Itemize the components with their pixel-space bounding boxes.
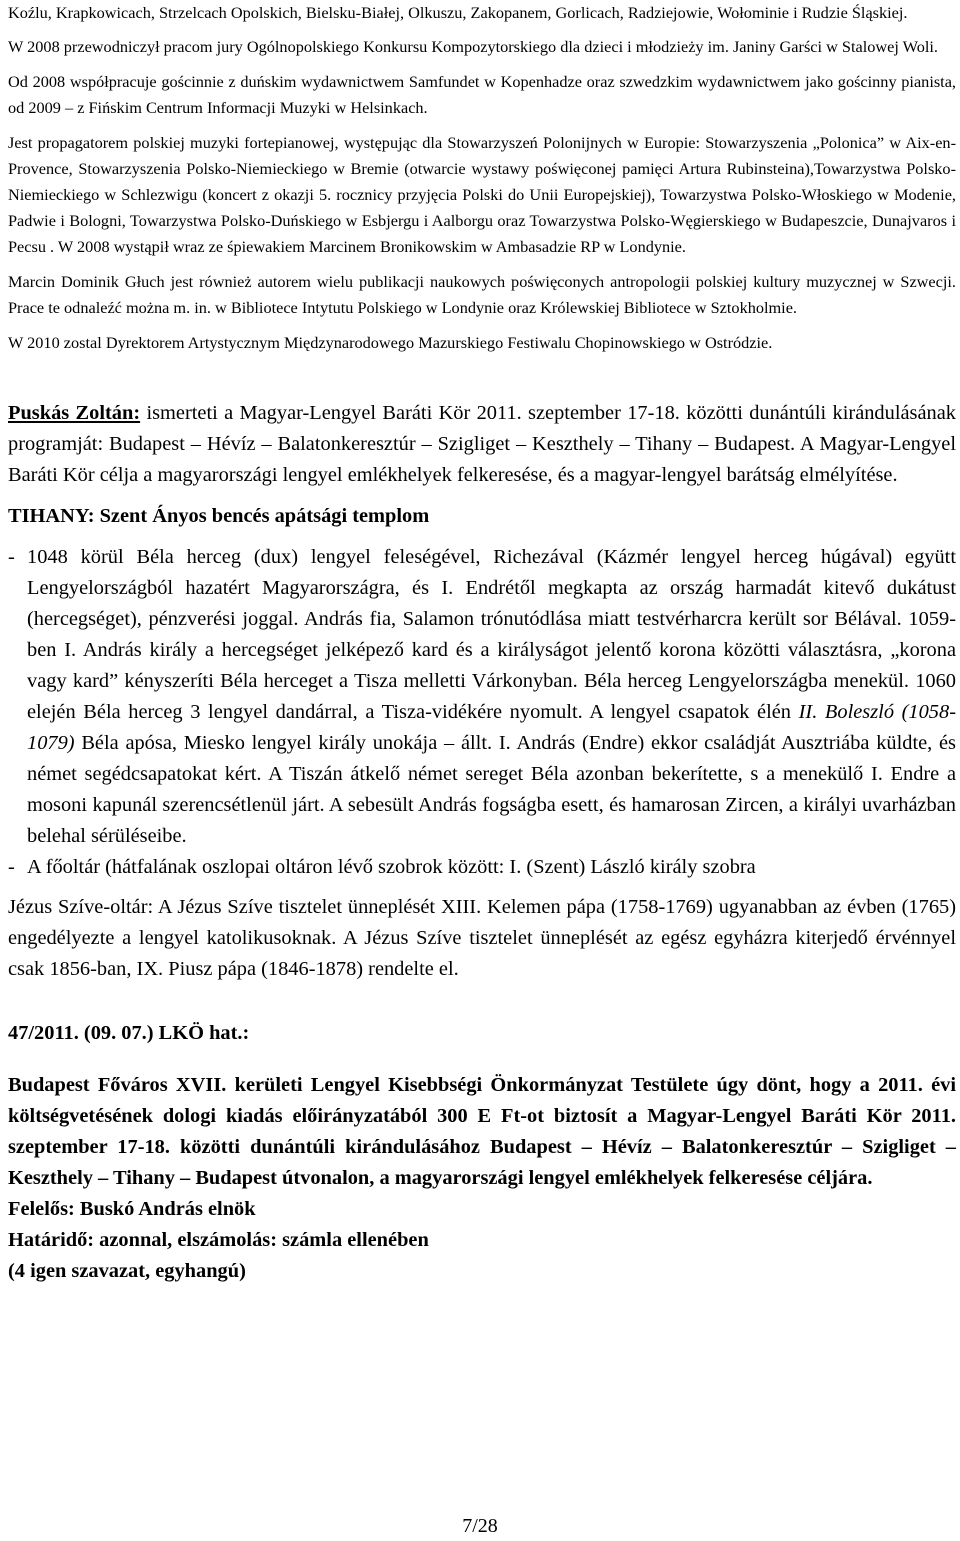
history-item — [8, 542, 956, 852]
resolution-number: 47/2011. (09. 07.) LKÖ hat.: — [8, 1022, 250, 1044]
polish-paragraph-4: Jest propagatorem polskiej muzyki fortepianowej, występując dla Stowarzyszeń Polonijnych w Europie: Stowarzyszenia „Polonica” w Aix-en-Provence, Stowarzyszenia Polsko-Niemieckiego w Bremie (otwarcie wystawy poświęconej pamięci Artura Rubinsteina),Towarzystwa Polsko-Niemieckiego w Schlezwigu (koncert z okazji 5. rocznicy przyjęcia Polski do Unii Europejskiej), Towarzystwa Polsko-Włoskiego w Modenie, Padwie i Bologni, Towarzystwa Polsko-Duńskiego w Esbjergu i Aalborgu oraz Towarzystwa Polsko-Węgierskiego w Budapeszcie, Dunajvaros i Pecsu . W 2008 wystąpił wraz ze śpiewakiem Marcinem Bronikowskim w Ambasadzie RP w Londynie. — [8, 133, 956, 256]
sacred-heart-paragraph: Jézus Szíve-oltár: A Jézus Szíve tisztelet ünneplését XIII. Kelemen pápa (1758-1769) ugyanabban az évben (1765) engedélyezte a lengyel katolikusoknak. A Jézus Szíve tisztelet ünneplését az egész egyházra kiterjedő érvénnyel csak 1856-ban, IX. Piusz pápa (1846-1878) rendelte el. — [8, 896, 956, 980]
resolution-vote: (4 igen szavazat, egyhangú) — [8, 1260, 246, 1282]
list-dash: - — [8, 856, 15, 878]
section-title: TIHANY: Szent Ányos bencés apátsági templom — [8, 505, 430, 527]
boleslaw-name: II. Boleszló (1058-1079) — [27, 701, 956, 754]
polish-paragraph-1: Koźlu, Krapkowicach, Strzelcach Opolskich, Bielsku-Białej, Olkuszu, Zakopanem, Gorlicach, Radziejowie, Wołominie i Rudzie Śląskiej. — [8, 3, 908, 22]
program-text: ismerteti a Magyar-Lengyel Baráti Kör 2011. szeptember 17-18. közötti dunántúli kirándulásának programját: Budapest – Hévíz – Balatonkeresztúr – Szigliget – Keszthely – Tihany – Budapest. A Magyar-Lengyel Baráti Kör célja a magyarországi lengyel emlékhelyek felkeresése, és a magyar-lengyel barátság elmélyítése. — [8, 402, 956, 486]
altar-item — [8, 852, 956, 883]
list-dash: - — [8, 546, 15, 568]
polish-paragraph-2: W 2008 przewodniczył pracom jury Ogólnopolskiego Konkursu Kompozytorskiego dla dzieci i młodzieży im. Janiny Garści w Stalowej Woli. — [8, 37, 939, 56]
resolution-deadline: Határidő: azonnal, elszámolás: számla ellenében — [8, 1229, 429, 1251]
history-text-part-2: Béla apósa, Miesko lengyel király unokája – állt. I. András (Endre) ekkor családját Ausztriába küldte, és német segédcsapatokat kért. A Tiszán átkelő német sereget Béla azonban bekerítette, s a menekülő I. Endre a mosoni kapunál szerencsétlenül járt. A sebesült András fogságba esett, és hamarosan Zircen, a királyi uvarházban belehal sérüléseibe. — [27, 732, 956, 847]
page-number: 7/28 — [462, 1515, 498, 1537]
altar-text: A főoltár (hátfalának oszlopai oltáron lévő szobrok között: I. (Szent) László király szobra — [27, 856, 756, 878]
history-text — [27, 542, 956, 852]
history-text-part-1: 1048 körül Béla herceg (dux) lengyel feleségével, Richezával (Kázmér lengyel herceg húgával) együtt Lengyelországból hazatért Magyarországra, és I. Endrétől megkapta az ország harmadát kitevő dukátust (hercegséget), pénzverési joggal. András fia, Salamon trónutódlása miatt testvérharcra került sor Bélával. 1059-ben I. András király a hercegséget jelképező kard és a királyságot jelentő korona közötti választásra, „korona vagy kard” kényszeríti Béla herceget a Tisza melletti Várkonyban. Béla herceg Lengyelországba menekül. 1060 elején Béla herceg 3 lengyel dandárral, a Tisza-vidékére nyomult. A lengyel csapatok élén — [27, 546, 956, 723]
polish-paragraph-5: Marcin Dominik Głuch jest również autorem wielu publikacji naukowych poświęconych antropologii polskiej kultury muzycznej w Szwecji. Prace te odnaleźć można m. in. w Bibliotece Intytutu Polskiego w Londynie oraz Królewskiej Bibliotece w Sztokholmie. — [8, 272, 956, 317]
polish-paragraph-6: W 2010 zostal Dyrektorem Artystycznym Międzynarodowego Mazurskiego Festiwalu Chopinowskiego w Ostródzie. — [8, 333, 773, 352]
document-page — [8, 0, 956, 1287]
resolution-text: Budapest Főváros XVII. kerületi Lengyel Kisebbségi Önkormányzat Testülete úgy dönt, hogy a 2011. évi költségvetésének dologi kiadás előirányzatából 300 E Ft-ot biztosít a Magyar-Lengyel Baráti Kör 2011. szeptember 17-18. közötti dunántúli kirándulásához Budapest – Hévíz – Balatonkeresztúr – Szigliget – Keszthely – Tihany – Budapest útvonalon, a magyarországi lengyel emlékhelyek felkeresése céljára. — [8, 1074, 956, 1189]
program-paragraph — [8, 398, 956, 491]
resolution-responsible: Felelős: Buskó András elnök — [8, 1198, 256, 1220]
polish-paragraph-3: Od 2008 współpracuje gościnnie z duńskim wydawnictwem Samfundet w Kopenhadze oraz szwedzkim wydawnictwem jako gościnny pianista, od 2009 – z Fińskim Centrum Informacji Muzyki w Helsinkach. — [8, 72, 956, 117]
speaker-name: Puskás Zoltán: — [8, 402, 141, 424]
